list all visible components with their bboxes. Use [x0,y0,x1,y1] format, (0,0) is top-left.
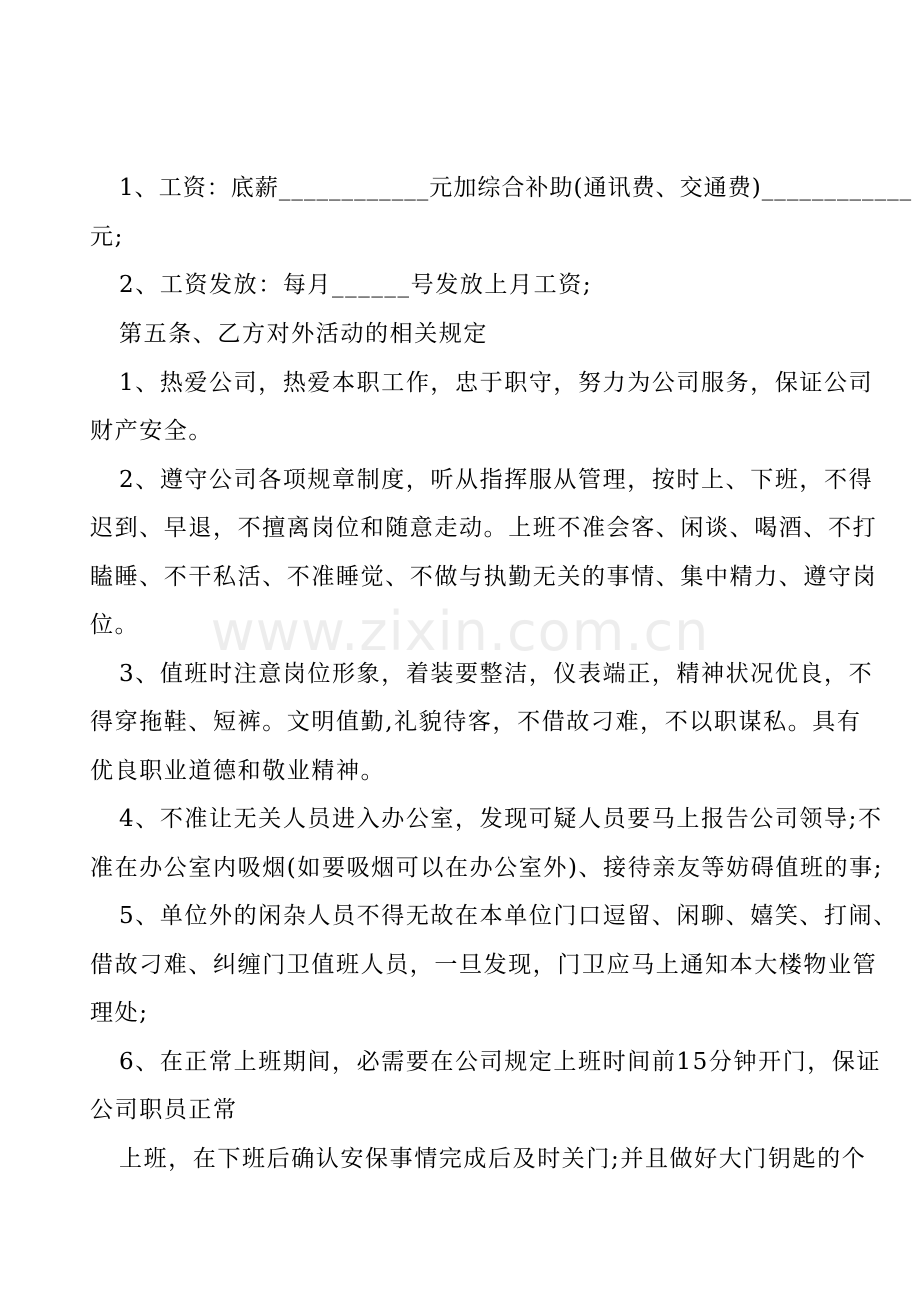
rule-2-line-2: 迟到、早退，不擅离岗位和随意走动。上班不准会客、闲谈、喝酒、不打 [90,515,878,541]
rule-1-line-2: 财产安全。 [90,418,213,444]
rule-4-line-2: 准在办公室内吸烟(如要吸烟可以在办公室外)、接待亲友等妨碍值班的事; [90,855,884,881]
rule-5-line-1: 5、单位外的闲杂人员不得无故在本单位门口逗留、闲聊、嬉笑、打闹、 [119,903,898,929]
salary-item-line-1: 1、工资：底薪____________元加综合补助(通讯费、交通费)____________ [119,175,913,201]
rule-3-line-3: 优良职业道德和敬业精神。 [90,758,386,784]
salary-item-line-2: 元; [90,224,124,250]
rule-5-line-3: 理处; [90,1000,149,1026]
watermark: www.zixin.com.cn [210,600,710,663]
rule-3-line-1: 3、值班时注意岗位形象，着装要整洁，仪表端正，精神状况优良，不 [119,661,874,687]
rule-6-line-1: 6、在正常上班期间，必需要在公司规定上班时间前15分钟开门，保证 [119,1049,882,1075]
rule-2-line-4: 位。 [90,612,140,638]
article-five-heading: 第五条、乙方对外活动的相关规定 [119,321,488,347]
rule-1-line-1: 1、热爱公司，热爱本职工作，忠于职守，努力为公司服务，保证公司 [119,370,874,396]
rule-2-line-1: 2、遵守公司各项规章制度，听从指挥服从管理，按时上、下班，不得 [119,467,874,493]
rule-6-continued-line-1: 上班，在下班后确认安保事情完成后及时关门;并且做好大门钥匙的个 [119,1146,867,1172]
salary-payment-line-1: 2、工资发放：每月______号发放上月工资; [119,272,593,298]
rule-4-line-1: 4、不准让无关人员进入办公室，发现可疑人员要马上报告公司领导;不 [119,806,883,832]
rule-6-line-2: 公司职员正常 [90,1097,238,1123]
rule-3-line-2: 得穿拖鞋、短裤。文明值勤,礼貌待客，不借故刁难，不以职谋私。具有 [90,709,862,735]
rule-5-line-2: 借故刁难、纠缠门卫值班人员，一旦发现，门卫应马上通知本大楼物业管 [90,952,878,978]
rule-2-line-3: 瞌睡、不干私活、不准睡觉、不做与执勤无关的事情、集中精力、遵守岗 [90,564,878,590]
